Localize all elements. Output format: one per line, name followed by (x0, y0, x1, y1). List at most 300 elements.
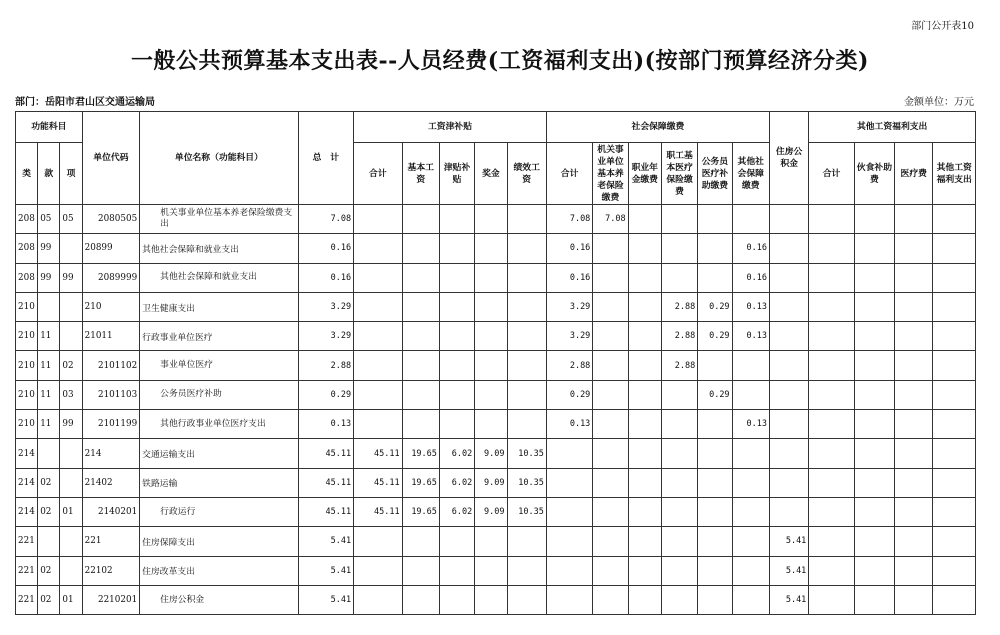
cell-social (698, 439, 732, 468)
cell-housing (769, 439, 808, 468)
cell-kuan: 99 (38, 234, 60, 263)
header-social-col: 公务员医疗补助缴费 (698, 143, 732, 205)
cell-wage (475, 322, 507, 351)
cell-other (854, 585, 894, 614)
cell-wage: 19.65 (402, 497, 439, 526)
cell-other (933, 410, 976, 439)
cell-unit-name: 住房改革支出 (140, 556, 298, 585)
cell-lei: 208 (16, 263, 38, 292)
cell-social (661, 585, 697, 614)
cell-social: 2.88 (546, 351, 592, 380)
cell-kuan: 11 (38, 351, 60, 380)
cell-other (809, 292, 854, 321)
cell-housing (769, 292, 808, 321)
cell-total: 45.11 (298, 468, 354, 497)
cell-social (698, 497, 732, 526)
table-row (16, 351, 976, 380)
cell-social (698, 263, 732, 292)
cell-other (854, 556, 894, 585)
cell-social (661, 527, 697, 556)
cell-social (698, 585, 732, 614)
cell-social (698, 556, 732, 585)
cell-other (809, 263, 854, 292)
cell-other (809, 322, 854, 351)
cell-total: 2.88 (298, 351, 354, 380)
cell-lei: 210 (16, 292, 38, 321)
cell-social: 0.13 (546, 410, 592, 439)
cell-social (628, 351, 661, 380)
cell-housing (769, 205, 808, 234)
cell-other (933, 263, 976, 292)
cell-other (933, 205, 976, 234)
cell-kuan: 05 (38, 205, 60, 234)
cell-wage (475, 410, 507, 439)
cell-unit-name: 交通运输支出 (140, 439, 298, 468)
cell-kuan (38, 439, 60, 468)
cell-total: 0.13 (298, 410, 354, 439)
cell-other (933, 439, 976, 468)
cell-social (593, 439, 628, 468)
cell-wage: 19.65 (402, 468, 439, 497)
cell-wage (507, 205, 546, 234)
cell-social (661, 497, 697, 526)
page-title: 一般公共预算基本支出表--人员经费(工资福利支出)(按部门预算经济分类) (131, 48, 869, 74)
cell-lei: 214 (16, 497, 38, 526)
cell-social (628, 205, 661, 234)
department-label: 部门：岳阳市君山区交通运输局 (15, 97, 155, 108)
table-row (16, 380, 976, 409)
cell-social (546, 527, 592, 556)
cell-unit-code: 21402 (82, 468, 140, 497)
cell-other (809, 497, 854, 526)
cell-wage (439, 527, 474, 556)
cell-wage (354, 351, 402, 380)
cell-social: 0.16 (732, 263, 769, 292)
cell-unit-name: 住房保障支出 (140, 527, 298, 556)
cell-xiang: 99 (60, 410, 82, 439)
cell-unit-name: 铁路运输 (140, 468, 298, 497)
cell-housing: 5.41 (769, 585, 808, 614)
cell-wage (475, 527, 507, 556)
cell-social: 0.29 (698, 380, 732, 409)
cell-wage (439, 351, 474, 380)
cell-wage: 9.09 (475, 497, 507, 526)
cell-wage (402, 351, 439, 380)
cell-social (593, 410, 628, 439)
cell-wage (354, 380, 402, 409)
cell-total: 0.16 (298, 263, 354, 292)
cell-wage: 45.11 (354, 439, 402, 468)
cell-wage (507, 527, 546, 556)
cell-xiang: 03 (60, 380, 82, 409)
cell-wage (439, 585, 474, 614)
cell-other (933, 527, 976, 556)
cell-social: 2.88 (661, 351, 697, 380)
cell-unit-name: 其他社会保障和就业支出 (140, 263, 298, 292)
cell-other (933, 556, 976, 585)
table-row (16, 292, 976, 321)
cell-lei: 214 (16, 468, 38, 497)
cell-other (933, 351, 976, 380)
cell-wage (507, 263, 546, 292)
cell-xiang (60, 292, 82, 321)
cell-social: 2.88 (661, 292, 697, 321)
cell-wage: 10.35 (507, 497, 546, 526)
cell-other (895, 205, 933, 234)
table-row (16, 322, 976, 351)
cell-social (661, 263, 697, 292)
cell-social (593, 497, 628, 526)
cell-social (661, 410, 697, 439)
cell-other (895, 410, 933, 439)
header-func-subject: 功能科目 (16, 112, 83, 143)
cell-lei: 221 (16, 527, 38, 556)
cell-other (809, 468, 854, 497)
cell-other (933, 380, 976, 409)
cell-kuan (38, 527, 60, 556)
cell-other (809, 351, 854, 380)
cell-social (628, 585, 661, 614)
cell-unit-code: 2089999 (82, 263, 140, 292)
table-row (16, 497, 976, 526)
cell-housing (769, 468, 808, 497)
cell-social (732, 468, 769, 497)
header-other-col: 伙食补助费 (854, 143, 894, 205)
cell-other (854, 439, 894, 468)
cell-wage: 6.02 (439, 497, 474, 526)
cell-unit-code: 22102 (82, 556, 140, 585)
header-wage-col: 基本工资 (402, 143, 439, 205)
cell-social (698, 234, 732, 263)
cell-social (732, 585, 769, 614)
cell-wage (402, 527, 439, 556)
cell-lei: 210 (16, 351, 38, 380)
cell-wage (402, 234, 439, 263)
cell-wage (354, 527, 402, 556)
cell-social (732, 556, 769, 585)
cell-housing (769, 410, 808, 439)
cell-wage: 9.09 (475, 439, 507, 468)
cell-unit-name: 机关事业单位基本养老保险缴费支出 (140, 205, 298, 234)
cell-social (593, 468, 628, 497)
cell-kuan: 11 (38, 410, 60, 439)
cell-wage (439, 292, 474, 321)
cell-social: 7.08 (593, 205, 628, 234)
cell-social: 0.29 (698, 292, 732, 321)
cell-other (854, 205, 894, 234)
cell-housing (769, 322, 808, 351)
cell-xiang (60, 468, 82, 497)
header-social-col: 合计 (546, 143, 592, 205)
cell-unit-name: 公务员医疗补助 (140, 380, 298, 409)
header-unit-code: 单位代码 (82, 112, 140, 205)
cell-unit-code: 2101199 (82, 410, 140, 439)
cell-xiang: 99 (60, 263, 82, 292)
cell-xiang (60, 439, 82, 468)
cell-unit-code: 210 (82, 292, 140, 321)
cell-unit-name: 住房公积金 (140, 585, 298, 614)
cell-wage: 10.35 (507, 468, 546, 497)
cell-wage (402, 322, 439, 351)
cell-social (732, 205, 769, 234)
cell-social (628, 527, 661, 556)
cell-wage (475, 351, 507, 380)
cell-kuan: 02 (38, 556, 60, 585)
cell-xiang (60, 527, 82, 556)
header-wage-col: 绩效工资 (507, 143, 546, 205)
cell-wage (402, 263, 439, 292)
cell-social (546, 585, 592, 614)
table-row (16, 410, 976, 439)
cell-wage (475, 380, 507, 409)
cell-kuan: 02 (38, 468, 60, 497)
cell-social: 0.16 (732, 234, 769, 263)
cell-unit-code: 2101103 (82, 380, 140, 409)
header-social-col: 职工基本医疗保险缴费 (661, 143, 697, 205)
cell-kuan: 11 (38, 380, 60, 409)
cell-wage: 45.11 (354, 468, 402, 497)
cell-unit-name: 其他社会保障和就业支出 (140, 234, 298, 263)
cell-lei: 221 (16, 556, 38, 585)
cell-wage (507, 556, 546, 585)
cell-wage (402, 380, 439, 409)
cell-other (854, 351, 894, 380)
cell-wage: 10.35 (507, 439, 546, 468)
cell-wage (354, 556, 402, 585)
cell-total: 45.11 (298, 439, 354, 468)
cell-other (895, 263, 933, 292)
budget-table (15, 111, 976, 615)
cell-other (809, 439, 854, 468)
cell-social (698, 351, 732, 380)
header-social-col: 其他社会保障缴费 (732, 143, 769, 205)
cell-housing (769, 263, 808, 292)
cell-lei: 221 (16, 585, 38, 614)
cell-social (661, 556, 697, 585)
cell-other (854, 322, 894, 351)
cell-social: 0.29 (698, 322, 732, 351)
cell-wage (507, 351, 546, 380)
cell-lei: 208 (16, 205, 38, 234)
cell-wage (507, 292, 546, 321)
cell-wage (439, 234, 474, 263)
cell-social (593, 292, 628, 321)
cell-social (732, 351, 769, 380)
cell-social (698, 205, 732, 234)
cell-other (895, 527, 933, 556)
cell-xiang: 01 (60, 585, 82, 614)
cell-housing (769, 234, 808, 263)
header-wage-group: 工资津补贴 (354, 112, 547, 143)
cell-lei: 210 (16, 410, 38, 439)
cell-other (895, 351, 933, 380)
cell-social (593, 556, 628, 585)
page-number: 部门公开表10 (911, 21, 974, 32)
cell-xiang (60, 556, 82, 585)
cell-other (933, 497, 976, 526)
cell-wage (507, 322, 546, 351)
cell-wage (475, 585, 507, 614)
cell-social (593, 527, 628, 556)
cell-other (809, 585, 854, 614)
cell-unit-name: 行政事业单位医疗 (140, 322, 298, 351)
cell-lei: 214 (16, 439, 38, 468)
table-body (16, 205, 976, 615)
cell-social (698, 468, 732, 497)
cell-wage: 45.11 (354, 497, 402, 526)
cell-other (895, 322, 933, 351)
cell-social (593, 380, 628, 409)
cell-total: 7.08 (298, 205, 354, 234)
cell-housing (769, 351, 808, 380)
table-row (16, 585, 976, 614)
cell-social: 0.13 (732, 292, 769, 321)
cell-total: 0.29 (298, 380, 354, 409)
cell-unit-name: 行政运行 (140, 497, 298, 526)
cell-kuan (38, 292, 60, 321)
cell-wage (354, 322, 402, 351)
header-other-group: 其他工资福利支出 (809, 112, 976, 143)
cell-other (895, 497, 933, 526)
cell-wage (439, 322, 474, 351)
cell-social (628, 380, 661, 409)
cell-social: 7.08 (546, 205, 592, 234)
cell-kuan: 02 (38, 497, 60, 526)
header-xiang: 项 (60, 143, 82, 205)
cell-other (895, 556, 933, 585)
cell-social: 3.29 (546, 292, 592, 321)
header-unit-name: 单位名称（功能科目） (140, 112, 298, 205)
cell-wage (402, 585, 439, 614)
cell-unit-code: 21011 (82, 322, 140, 351)
cell-total: 3.29 (298, 292, 354, 321)
cell-wage (354, 234, 402, 263)
cell-social (593, 351, 628, 380)
cell-housing: 5.41 (769, 556, 808, 585)
cell-social (628, 556, 661, 585)
amount-unit-label: 金额单位：万元 (904, 97, 974, 108)
cell-other (854, 410, 894, 439)
cell-other (809, 527, 854, 556)
cell-other (933, 322, 976, 351)
cell-other (809, 410, 854, 439)
cell-social (661, 468, 697, 497)
cell-other (854, 380, 894, 409)
header-other-col: 医疗费 (895, 143, 933, 205)
cell-social (628, 497, 661, 526)
header-housing: 住房公积金 (769, 112, 808, 205)
cell-kuan: 11 (38, 322, 60, 351)
cell-xiang (60, 234, 82, 263)
cell-social (593, 263, 628, 292)
cell-other (895, 439, 933, 468)
cell-xiang (60, 322, 82, 351)
cell-other (809, 234, 854, 263)
cell-lei: 208 (16, 234, 38, 263)
cell-wage (402, 205, 439, 234)
cell-other (854, 292, 894, 321)
cell-housing (769, 497, 808, 526)
cell-total: 5.41 (298, 527, 354, 556)
cell-other (895, 468, 933, 497)
cell-social (593, 322, 628, 351)
header-other-col: 合计 (809, 143, 854, 205)
table-row (16, 205, 976, 234)
cell-social (546, 439, 592, 468)
cell-kuan: 02 (38, 585, 60, 614)
header-wage-col: 奖金 (475, 143, 507, 205)
cell-wage (507, 410, 546, 439)
cell-social (628, 468, 661, 497)
cell-other (854, 468, 894, 497)
cell-unit-code: 2210201 (82, 585, 140, 614)
cell-wage (475, 234, 507, 263)
cell-social (661, 380, 697, 409)
cell-social (732, 497, 769, 526)
header-other-col: 其他工资福利支出 (933, 143, 976, 205)
cell-social (593, 585, 628, 614)
cell-other (809, 380, 854, 409)
cell-total: 45.11 (298, 497, 354, 526)
cell-social: 2.88 (661, 322, 697, 351)
cell-unit-code: 214 (82, 439, 140, 468)
cell-total: 3.29 (298, 322, 354, 351)
cell-wage: 6.02 (439, 468, 474, 497)
cell-wage (439, 410, 474, 439)
cell-other (854, 497, 894, 526)
cell-social (698, 410, 732, 439)
cell-unit-code: 221 (82, 527, 140, 556)
cell-housing (769, 380, 808, 409)
cell-social: 0.16 (546, 234, 592, 263)
cell-wage (475, 556, 507, 585)
cell-social (732, 527, 769, 556)
cell-social (628, 263, 661, 292)
cell-wage (354, 205, 402, 234)
cell-social (661, 205, 697, 234)
cell-total: 5.41 (298, 556, 354, 585)
cell-wage (507, 234, 546, 263)
cell-xiang: 05 (60, 205, 82, 234)
cell-total: 5.41 (298, 585, 354, 614)
cell-wage (354, 585, 402, 614)
cell-wage (354, 410, 402, 439)
cell-other (933, 292, 976, 321)
cell-unit-name: 事业单位医疗 (140, 351, 298, 380)
cell-social: 0.29 (546, 380, 592, 409)
cell-housing: 5.41 (769, 527, 808, 556)
table-row (16, 527, 976, 556)
table-row (16, 468, 976, 497)
cell-social (628, 439, 661, 468)
cell-wage (402, 410, 439, 439)
cell-social (628, 234, 661, 263)
cell-other (895, 380, 933, 409)
cell-other (854, 263, 894, 292)
cell-wage (439, 380, 474, 409)
cell-lei: 210 (16, 322, 38, 351)
header-social-col: 机关事业单位基本养老保险缴费 (593, 143, 628, 205)
cell-xiang: 02 (60, 351, 82, 380)
cell-unit-code: 2101102 (82, 351, 140, 380)
cell-social: 0.16 (546, 263, 592, 292)
cell-other (895, 234, 933, 263)
header-social-group: 社会保障缴费 (546, 112, 769, 143)
cell-wage (439, 205, 474, 234)
header-total: 总 计 (298, 112, 354, 205)
cell-other (854, 527, 894, 556)
cell-wage: 19.65 (402, 439, 439, 468)
